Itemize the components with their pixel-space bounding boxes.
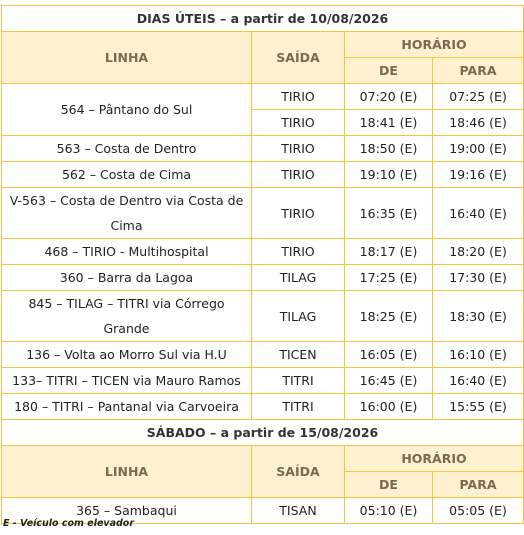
header-horario: HORÁRIO	[345, 446, 524, 472]
weekday-title: DIAS ÚTEIS – a partir de 10/08/2026	[2, 6, 524, 32]
row-linha: 563 – Costa de Dentro	[2, 136, 252, 162]
row-saida: TIRIO	[252, 162, 345, 188]
saturday-schedule-table	[1, 419, 524, 524]
row-saida: TIRIO	[252, 110, 345, 136]
row-de: 16:45 (E)	[345, 368, 433, 394]
weekday-schedule-table	[1, 5, 524, 420]
table-row	[2, 265, 524, 291]
row-para: 18:46 (E)	[433, 110, 524, 136]
row-de: 16:05 (E)	[345, 342, 433, 368]
row-linha: 562 – Costa de Cima	[2, 162, 252, 188]
table-row	[2, 188, 524, 239]
row-saida: TIRIO	[252, 188, 345, 239]
row-linha: 845 – TILAG – TITRI via Córrego Grande	[2, 291, 252, 342]
row-para: 15:55 (E)	[433, 394, 524, 420]
row-saida: TILAG	[252, 291, 345, 342]
row-linha: 360 – Barra da Lagoa	[2, 265, 252, 291]
row-linha: 133– TITRI – TICEN via Mauro Ramos	[2, 368, 252, 394]
header-saida: SAÍDA	[252, 32, 345, 84]
row-linha: 564 – Pântano do Sul	[2, 84, 252, 136]
header-para: PARA	[433, 58, 524, 84]
table-row	[2, 84, 524, 110]
row-linha: 180 – TITRI – Pantanal via Carvoeira	[2, 394, 252, 420]
table-row	[2, 368, 524, 394]
row-de: 18:17 (E)	[345, 239, 433, 265]
row-linha: V-563 – Costa de Dentro via Costa de Cima	[2, 188, 252, 239]
row-para: 19:00 (E)	[433, 136, 524, 162]
row-linha: 136 – Volta ao Morro Sul via H.U	[2, 342, 252, 368]
row-de: 18:25 (E)	[345, 291, 433, 342]
table-row	[2, 291, 524, 342]
table-row	[2, 394, 524, 420]
row-para: 18:30 (E)	[433, 291, 524, 342]
header-linha: LINHA	[2, 446, 252, 498]
row-para: 16:40 (E)	[433, 368, 524, 394]
row-para: 16:40 (E)	[433, 188, 524, 239]
row-para: 16:10 (E)	[433, 342, 524, 368]
table-row	[2, 136, 524, 162]
header-para: PARA	[433, 472, 524, 498]
row-de: 16:00 (E)	[345, 394, 433, 420]
row-para: 17:30 (E)	[433, 265, 524, 291]
saturday-title: SÁBADO – a partir de 15/08/2026	[2, 420, 524, 446]
row-de: 19:10 (E)	[345, 162, 433, 188]
row-saida: TISAN	[252, 498, 345, 524]
header-de: DE	[345, 472, 433, 498]
row-saida: TICEN	[252, 342, 345, 368]
row-de: 18:50 (E)	[345, 136, 433, 162]
row-de: 17:25 (E)	[345, 265, 433, 291]
row-saida: TIRIO	[252, 84, 345, 110]
row-para: 18:20 (E)	[433, 239, 524, 265]
row-de: 05:10 (E)	[345, 498, 433, 524]
row-saida: TIRIO	[252, 239, 345, 265]
row-saida: TITRI	[252, 368, 345, 394]
table-row	[2, 342, 524, 368]
row-saida: TITRI	[252, 394, 345, 420]
table-row	[2, 239, 524, 265]
row-linha: 468 – TIRIO - Multihospital	[2, 239, 252, 265]
row-linha: 365 – Sambaqui	[2, 498, 252, 524]
header-saida: SAÍDA	[252, 446, 345, 498]
row-para: 07:25 (E)	[433, 84, 524, 110]
header-horario: HORÁRIO	[345, 32, 524, 58]
header-de: DE	[345, 58, 433, 84]
row-saida: TILAG	[252, 265, 345, 291]
row-para: 19:16 (E)	[433, 162, 524, 188]
row-para: 05:05 (E)	[433, 498, 524, 524]
elevator-note: E - Veículo com elevador	[3, 518, 135, 529]
row-de: 16:35 (E)	[345, 188, 433, 239]
table-row	[2, 162, 524, 188]
header-linha: LINHA	[2, 32, 252, 84]
row-de: 07:20 (E)	[345, 84, 433, 110]
row-saida: TIRIO	[252, 136, 345, 162]
row-de: 18:41 (E)	[345, 110, 433, 136]
